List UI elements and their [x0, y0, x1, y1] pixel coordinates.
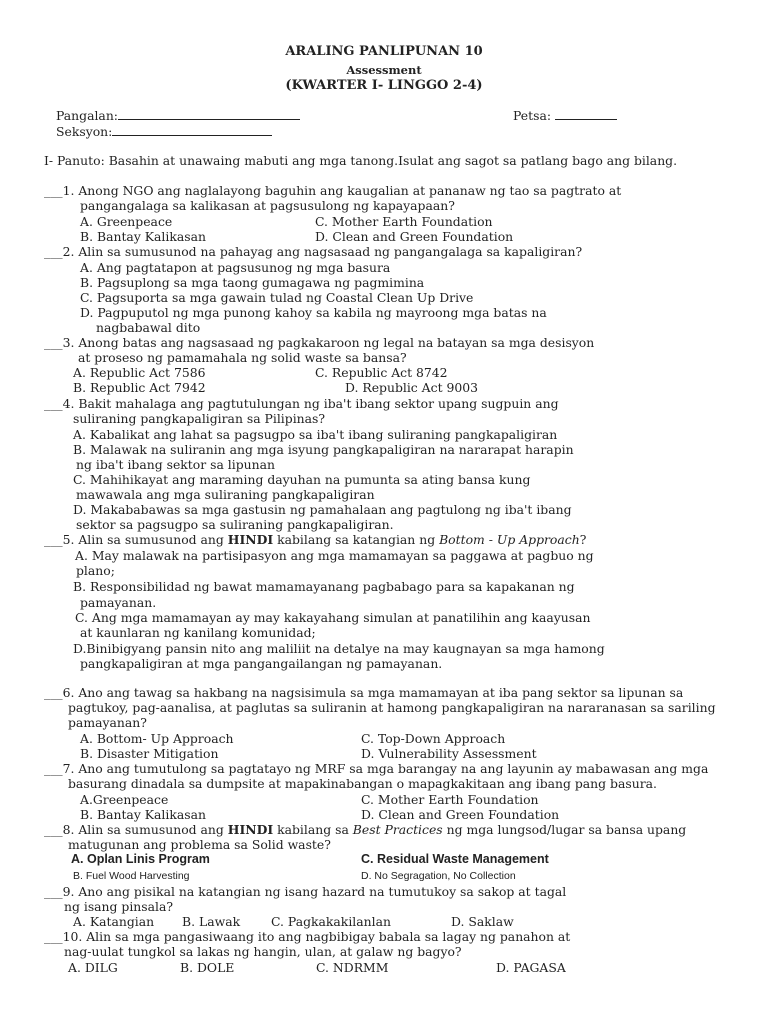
q5-stem-text: ___5. Alin sa sumusunod ang [44, 532, 228, 547]
q5-choice-a-line1: A. May malawak na partisipasyon ang mga mamamayan sa paggawa at pagbuo ng [75, 548, 594, 563]
q2-stem: ___2. Alin sa sumusunod na pahayag ang nagsasaad ng pangangalaga sa kapaligiran? [44, 244, 583, 259]
q8-stem-text-3: ng mga lungsod/lugar sa bansa upang [442, 822, 687, 837]
date-blank[interactable] [555, 108, 617, 120]
q5-choice-d-line1: D.Binibigyang pansin nito ang maliliit na detalye na may kaugnayan sa mga hamong [73, 641, 605, 656]
q9-stem-line2: ng isang pinsala? [64, 899, 174, 914]
q6-stem-line1: ___6. Ano ang tawag sa hakbang na nagsisimula sa mga mamamayan at iba pang sektor sa lipunan sa [44, 685, 684, 700]
q7-choice-a: A.Greenpeace [80, 792, 169, 807]
q3-choice-c: C. Republic Act 8742 [315, 365, 448, 380]
q1-choice-a: A. Greenpeace [80, 214, 173, 229]
q5-choice-c-line2: at kaunlaran ng kanilang komunidad; [80, 625, 316, 640]
q4-stem-line2: suliraning pangkapaligiran sa Pilipinas? [73, 411, 326, 426]
q7-stem-line1: ___7. Ano ang tumutulong sa pagtatayo ng MRF sa mga barangay na ang layunin ay mabawasan ang mga [44, 761, 709, 776]
section-blank[interactable] [112, 124, 272, 136]
q1-stem-line1: ___1. Anong NGO ang naglalayong baguhin ang kaugalian at pananaw ng tao sa pagtrato at [44, 183, 622, 198]
q2-choice-d-line1: D. Pagpuputol ng mga punong kahoy sa kabila ng mayroong mga batas na [80, 305, 547, 320]
q3-choice-d: D. Republic Act 9003 [345, 380, 479, 395]
q9-choice-b: B. Lawak [182, 914, 241, 929]
q2-choice-c: C. Pagsuporta sa mga gawain tulad ng Coastal Clean Up Drive [80, 290, 474, 305]
q5-choice-b-line1: B. Responsibilidad ng bawat mamamayanang pagbabago para sa kapakanan ng [73, 579, 575, 594]
q9-choice-c: C. Pagkakakilanlan [271, 914, 391, 929]
name-label: Pangalan: [56, 108, 118, 123]
q10-choice-b: B. DOLE [180, 960, 235, 975]
section-field [56, 124, 272, 139]
q7-choice-b: B. Bantay Kalikasan [80, 807, 206, 822]
q8-stem-emphasis: HINDI [227, 822, 274, 837]
q1-choice-c: C. Mother Earth Foundation [315, 214, 493, 229]
q8-choice-b: B. Fuel Wood Harvesting [73, 870, 190, 882]
q10-choice-c: C. NDRMM [316, 960, 389, 975]
instructions: I- Panuto: Basahin at unawaing mabuti ang mga tanong.Isulat ang sagot sa patlang bago ang bilang. [44, 153, 678, 168]
q1-choice-d: D. Clean and Green Foundation [315, 229, 514, 244]
section-label: Seksyon: [56, 124, 113, 139]
q6-choice-a: A. Bottom- Up Approach [80, 731, 234, 746]
q4-stem-line1: ___4. Bakit mahalaga ang pagtutulungan ng iba't ibang sektor upang sugpuin ang [44, 396, 559, 411]
q8-stem-line2: matugunan ang problema sa Solid waste? [68, 837, 331, 852]
date-label: Petsa: [513, 108, 552, 123]
q6-choice-c: C. Top-Down Approach [361, 731, 506, 746]
q2-choice-a: A. Ang pagtatapon at pagsusunog ng mga basura [80, 260, 391, 275]
q5-stem-text-2: kabilang sa katangian ng [273, 532, 440, 547]
q6-stem-line3: pamayanan? [68, 715, 147, 730]
q7-choice-d: D. Clean and Green Foundation [361, 807, 560, 822]
q6-choice-b: B. Disaster Mitigation [80, 746, 219, 761]
q4-choice-d-line1: D. Makababawas sa mga gastusin ng pamahalaan ang pagtulong ng iba't ibang [73, 502, 572, 517]
q8-stem-text: ___8. Alin sa sumusunod ang [44, 822, 228, 837]
q7-stem-line2: basurang dinadala sa dumpsite at mapakinabangan o mapagkakitaan ang ibang pang basura. [68, 776, 657, 791]
q5-stem [44, 532, 586, 547]
q4-choice-c-line2: mawawala ang mga suliraning pangkapaligiran [76, 487, 375, 502]
subject-title: ARALING PANLIPUNAN 10 [285, 44, 483, 59]
q5-stem-emphasis: HINDI [227, 532, 274, 547]
q10-stem-line1: ___10. Alin sa mga pangasiwaang ito ang nagbibigay babala sa lagay ng panahon at [44, 929, 571, 944]
q6-stem-line2: pagtukoy, pag-aanalisa, at paglutas sa suliranin at hamong pangkapaligiran na nararanasan sa sariling [68, 700, 716, 715]
name-field [56, 108, 300, 123]
q4-choice-b-line2: ng iba't ibang sektor sa lipunan [76, 457, 275, 472]
quarter-label: (KWARTER I- LINGGO 2-4) [285, 78, 483, 93]
q5-choice-b-line2: pamayanan. [80, 595, 157, 610]
q5-choice-a-line2: plano; [76, 563, 115, 578]
q8-choice-d: D. No Segragation, No Collection [361, 870, 516, 882]
assessment-label: Assessment [346, 63, 422, 77]
q1-stem-line2: pangangalaga sa kalikasan at pagsusulong ng kapayapaan? [80, 198, 455, 213]
q3-stem-line2: at proseso ng pamamahala ng solid waste sa bansa? [78, 350, 407, 365]
q9-choice-d: D. Saklaw [451, 914, 514, 929]
q8-choice-a: A. Oplan Linis Program [71, 852, 210, 866]
q8-choice-c: C. Residual Waste Management [361, 852, 549, 866]
q5-stem-end: ? [579, 532, 587, 547]
q2-choice-d-line2: nagbabawal dito [96, 320, 201, 335]
q4-choice-d-line2: sektor sa pagsugpo sa suliraning pangkapaligiran. [76, 517, 394, 532]
q3-stem-line1: ___3. Anong batas ang nagsasaad ng pagkakaroon ng legal na batayan sa mga desisyon [44, 335, 595, 350]
q3-choice-a: A. Republic Act 7586 [73, 365, 206, 380]
q5-choice-d-line2: pangkapaligiran at mga pangangailangan ng pamayanan. [80, 656, 443, 671]
q5-choice-c-line1: C. Ang mga mamamayan ay may kakayahang simulan at panatilihin ang kaayusan [75, 610, 591, 625]
q2-choice-b: B. Pagsuplong sa mga taong gumagawa ng pagmimina [80, 275, 425, 290]
q6-choice-d: D. Vulnerability Assessment [361, 746, 537, 761]
q10-choice-a: A. DILG [68, 960, 118, 975]
q4-choice-b-line1: B. Malawak na suliranin ang mga isyung pangkapaligiran na nararapat harapin [73, 442, 574, 457]
q1-choice-b: B. Bantay Kalikasan [80, 229, 206, 244]
date-field [513, 108, 617, 123]
q8-stem-text-2: kabilang sa [273, 822, 353, 837]
q8-stem-term: Best Practices [352, 822, 443, 837]
q4-choice-a: A. Kabalikat ang lahat sa pagsugpo sa iba't ibang suliraning pangkapaligiran [73, 427, 558, 442]
q10-choice-d: D. PAGASA [496, 960, 566, 975]
q7-choice-c: C. Mother Earth Foundation [361, 792, 539, 807]
q8-stem-line1 [44, 822, 686, 837]
q4-choice-c-line1: C. Mahihikayat ang maraming dayuhan na pumunta sa ating bansa kung [73, 472, 531, 487]
q9-stem-line1: ___9. Ano ang pisikal na katangian ng isang hazard na tumutukoy sa sakop at tagal [44, 884, 567, 899]
q9-choice-a: A. Katangian [73, 914, 155, 929]
q10-stem-line2: nag-uulat tungkol sa lakas ng hangin, ulan, at galaw ng bagyo? [64, 944, 462, 959]
q3-choice-b: B. Republic Act 7942 [73, 380, 206, 395]
name-blank[interactable] [118, 108, 300, 120]
q5-stem-term: Bottom - Up Approach [439, 532, 580, 547]
